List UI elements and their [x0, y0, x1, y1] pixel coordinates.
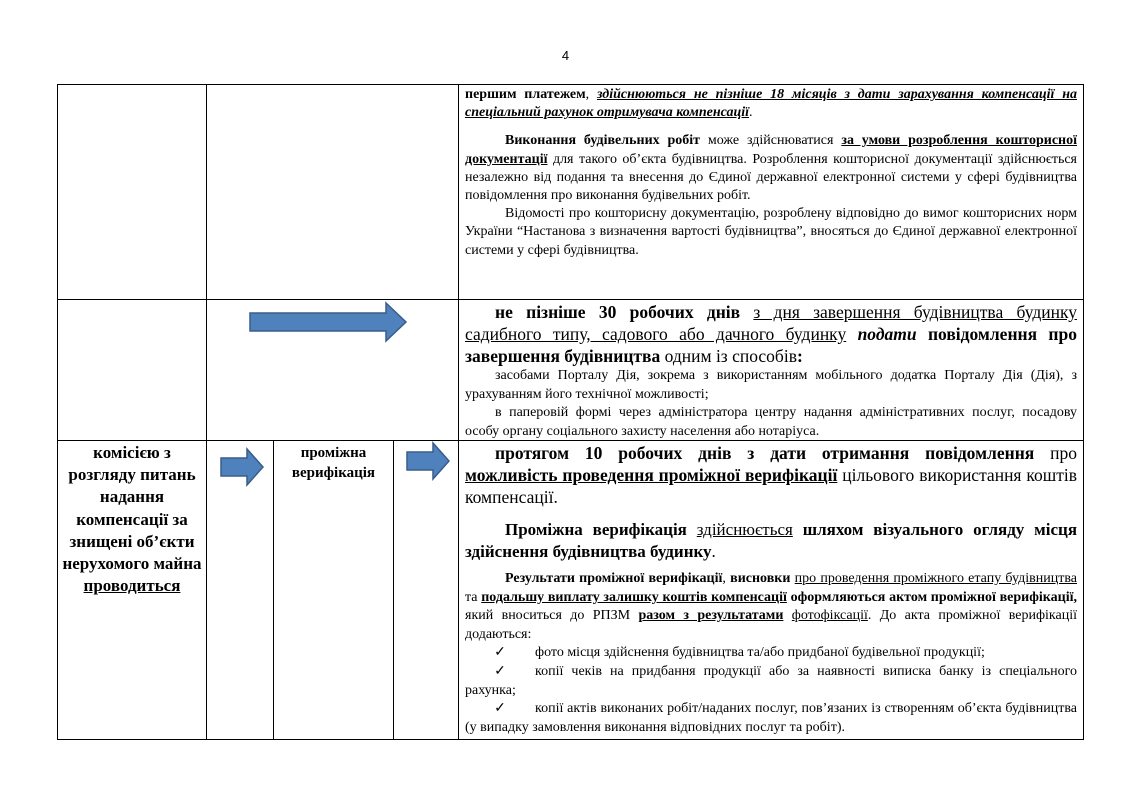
page-number: 4 — [561, 48, 570, 63]
responsible-verb: проводиться — [83, 576, 181, 596]
row3-paragraph-3: Результати проміжної верифікації, висновки про проведення проміжного етапу будівництва та подальшу виплату залишку коштів компенсації оформляються актом проміжної верифікації, який вноситься до РПЗМ разом з результатами фотофіксації. До акта проміжної верифікації додаються: — [465, 571, 1077, 642]
row3-deadline: протягом 10 робочих днів з дати отримання повідомлення — [495, 443, 1035, 463]
row2-paragraph-1: не пізніше 30 робочих днів з дня завершення будівництва будинку садибного типу, садового або дачного будинку подати повідомлення про завершення будівництва одним із способів: — [465, 302, 1078, 366]
row3-responsible-cell — [60, 442, 204, 597]
arrow-right-small-icon-1 — [219, 447, 265, 487]
arrow-right-small-icon-2 — [405, 441, 451, 481]
checkmark-icon: ✓ — [494, 701, 506, 717]
row2-submit-word: подати — [857, 324, 917, 344]
responsible-body-text: комісією з розгляду питань надання компенсації за знищені об’єкти нерухомого майна — [62, 443, 202, 574]
row2-paragraph-3: в паперовій формі через адміністратора центру надання адміністративних послуг, посадову особу органу соціального захисту населення або нотаріуса. — [465, 405, 1077, 439]
row3-text-cell — [465, 442, 1077, 737]
arrow-right-icon — [248, 301, 408, 343]
row2-deadline: не пізніше 30 робочих днів — [495, 302, 741, 322]
checklist-item: ✓ копії актів виконаних робіт/наданих послуг, пов’язаних із створенням об’єкта будівництва (у випадку замовлення виконання відповідних послуг та робіт). — [465, 701, 1077, 735]
row1-paragraph-2: Виконання будівельних робіт може здійснюватися за умови розроблення кошторисної документації для такого об’єкта будівництва. Розроблення кошторисної документації здійснюється незалежно від подання та внесення до Єдиної державної електронної системи у сфері будівництва повідомлення про виконання будівельних робіт. — [465, 133, 1077, 204]
checkmark-icon: ✓ — [494, 663, 506, 679]
step-label-cell — [275, 443, 392, 483]
checkmark-icon: ✓ — [494, 645, 506, 661]
row2-paragraph-2: засобами Порталу Дія, зокрема з використанням мобільного додатка Порталу Дія (Дія), з урахуванням його технічної можливості; — [465, 368, 1077, 402]
step-label: проміжна верифікація — [291, 445, 376, 481]
arrow-right-shape — [250, 303, 406, 341]
row1-p1-deadline: здійснюються не пізніше 18 місяців з дати зарахування компенсації на спеціальний рахунок отримувача компенсації — [465, 87, 1078, 121]
row1-p2-lead: Виконання будівельних робіт — [505, 133, 701, 149]
row1-paragraph-1: першим платежем, здійснюються не пізніше 18 місяців з дати зарахування компенсації на спеціальний рахунок отримувача компенсації. — [465, 87, 1078, 121]
checklist-item: ✓ копії чеків на придбання продукції або за наявності виписка банку із спеціального рахунка; — [465, 663, 1077, 698]
row1-p1-lead: першим платежем — [465, 87, 586, 102]
row1-text-cell — [465, 86, 1077, 260]
arrow-small-1-shape — [221, 449, 263, 485]
row3-paragraph-2: Проміжна верифікація здійснюється шляхом візуального огляду місця здійснення будівництва будинку. — [465, 520, 1078, 561]
row3-paragraph-1: протягом 10 робочих днів з дати отримання повідомлення про можливість проведення проміжної верифікації цільового використання коштів компенсації. — [465, 443, 1077, 507]
row1-p2-condition: за умови розроблення кошторисної документації — [465, 133, 1077, 167]
arrow-small-2-shape — [407, 443, 449, 479]
checklist-item: ✓ фото місця здійснення будівництва та/або придбаної будівельної продукції; — [465, 644, 1077, 663]
row2-text-cell — [465, 301, 1077, 441]
row1-paragraph-3: Відомості про кошторисну документацію, розроблену відповідно до вимог кошторисних норм України “Настанова з визначення вартості будівництва”, вносяться до Єдиної державної електронної системи у сфері будівництва. — [465, 206, 1077, 258]
